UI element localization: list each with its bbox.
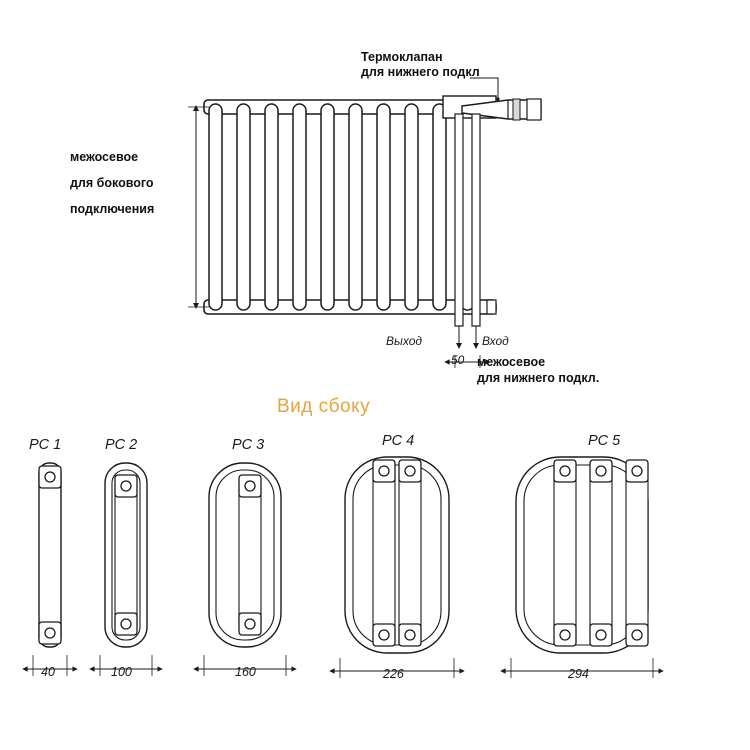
bottom-callout-line1: межосевое <box>477 355 546 369</box>
left-callout-line1: межосевое <box>70 150 139 164</box>
side-view-rc2 <box>91 463 161 676</box>
left-callout-line3: подключения <box>70 202 155 216</box>
outlet-label: Выход <box>386 334 423 348</box>
thermo-valve-callout-line2: для нижнего подкл <box>361 65 480 79</box>
inlet-label: Вход <box>482 334 509 348</box>
model-title-rc5: РС 5 <box>588 433 621 449</box>
model-size-rc3: 160 <box>235 665 256 679</box>
left-callout-line2: для бокового <box>70 176 154 190</box>
model-size-rc5: 294 <box>568 667 589 681</box>
radiator-front-view <box>188 78 541 368</box>
model-size-rc2: 100 <box>111 665 132 679</box>
gap-value-label: 50 <box>451 353 465 367</box>
side-view-rc5 <box>502 457 662 678</box>
model-size-rc4: 226 <box>383 667 404 681</box>
side-view-rc4 <box>331 457 463 678</box>
flow-arrows <box>459 326 476 347</box>
model-title-rc1: РС 1 <box>29 437 62 453</box>
left-dimension <box>188 107 209 307</box>
model-title-rc2: РС 2 <box>105 437 138 453</box>
radiator-tubes <box>209 104 474 310</box>
section-title-side-view: Вид сбоку <box>277 396 371 417</box>
model-title-rc3: РС 3 <box>232 437 265 453</box>
model-title-rc4: РС 4 <box>382 433 415 449</box>
bottom-callout-line2: для нижнего подкл. <box>477 371 600 385</box>
side-view-rc1 <box>24 463 76 676</box>
side-view-rc3 <box>195 463 295 676</box>
model-size-rc1: 40 <box>41 665 55 679</box>
thermo-valve-callout-line1: Термоклапан <box>361 50 443 64</box>
